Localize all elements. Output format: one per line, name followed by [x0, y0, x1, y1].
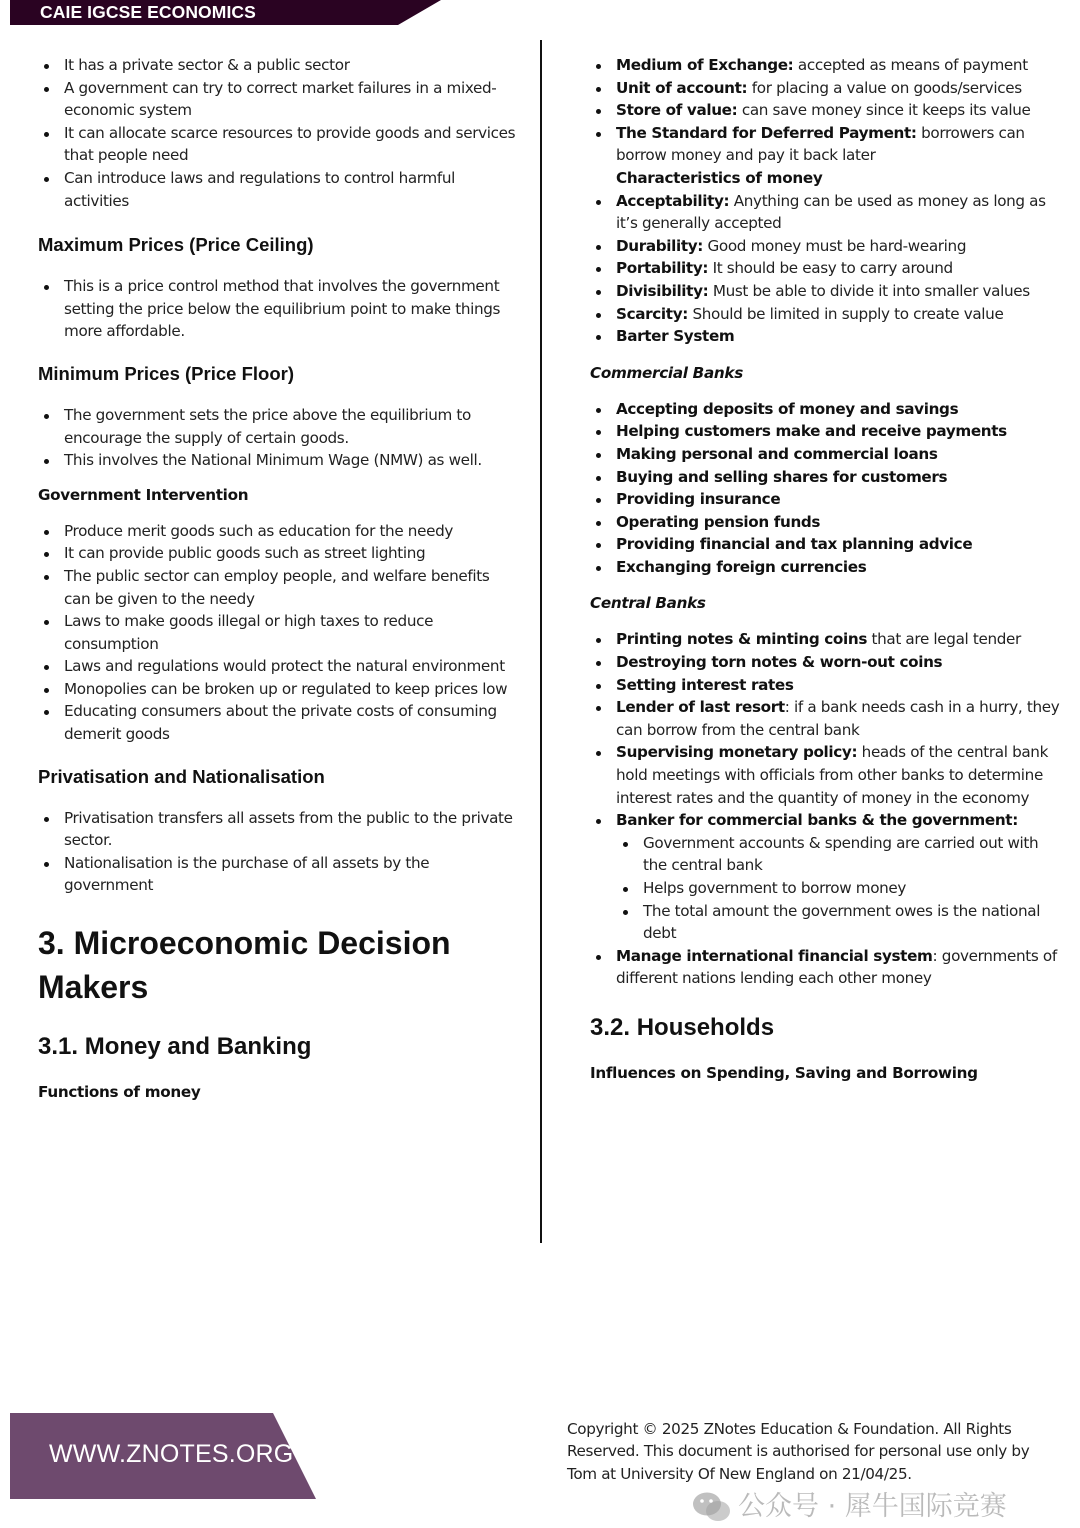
- min-prices-list: [38, 404, 518, 472]
- list-item: Nationalisation is the purchase of all assets by the government: [38, 852, 518, 897]
- website-link[interactable]: WWW.ZNOTES.ORG: [49, 1440, 294, 1468]
- heading-influences: Influences on Spending, Saving and Borrowing: [590, 1063, 978, 1082]
- list-item: Medium of Exchange: accepted as means of payment: [590, 54, 1060, 77]
- list-item: Laws and regulations would protect the natural environment: [38, 655, 518, 678]
- central-banks-list: [590, 628, 1060, 990]
- list-item: Portability: It should be easy to carry around: [590, 257, 1060, 280]
- list-item: This is a price control method that involves the government setting the price below the equilibrium point to make things more affordable.: [38, 275, 518, 343]
- list-item: Banker for commercial banks & the government:: [590, 809, 1060, 832]
- list-item: Privatisation transfers all assets from the public to the private sector.: [38, 807, 518, 852]
- characteristics-list: [590, 190, 1060, 348]
- list-item: Providing insurance: [590, 488, 1060, 511]
- list-item: Accepting deposits of money and savings: [590, 398, 1060, 421]
- heading-characteristics: Characteristics of money: [616, 168, 823, 187]
- list-item: Can introduce laws and regulations to control harmful activities: [38, 167, 518, 212]
- section-heading-money-banking: 3.1. Money and Banking: [38, 1033, 312, 1061]
- right-column: [590, 54, 1060, 1082]
- list-item: Divisibility: Must be able to divide it into smaller values: [590, 280, 1060, 303]
- list-item: Operating pension funds: [590, 511, 1060, 534]
- list-item: Lender of last resort: if a bank needs cash in a hurry, they can borrow from the central bank: [590, 696, 1060, 741]
- list-item: Acceptability: Anything can be used as money as long as it’s generally accepted: [590, 190, 1060, 235]
- list-item: Durability: Good money must be hard-wearing: [590, 235, 1060, 258]
- sub-list-item: Government accounts & spending are carried out with the central bank: [617, 832, 1060, 877]
- list-item: Manage international financial system: governments of different nations lending each other money: [590, 945, 1060, 990]
- list-item: This involves the National Minimum Wage (NMW) as well.: [38, 449, 518, 472]
- watermark: [692, 1490, 1007, 1524]
- list-item: Setting interest rates: [590, 674, 1060, 697]
- list-item: Barter System: [590, 325, 1060, 348]
- list-item: The Standard for Deferred Payment: borrowers can borrow money and pay it back later: [590, 122, 1060, 167]
- privatisation-list: [38, 807, 518, 897]
- list-item: Making personal and commercial loans: [590, 443, 1060, 466]
- column-divider: [540, 40, 542, 1243]
- list-item: Produce merit goods such as education for the needy: [38, 520, 518, 543]
- list-item: It can provide public goods such as street lighting: [38, 542, 518, 565]
- list-item: It can allocate scarce resources to provide goods and services that people need: [38, 122, 518, 167]
- list-item: Scarcity: Should be limited in supply to create value: [590, 303, 1060, 326]
- left-column: [38, 54, 518, 1101]
- document-title: CAIE IGCSE ECONOMICS: [40, 2, 256, 22]
- functions-list: [590, 54, 1060, 167]
- heading-functions-of-money: Functions of money: [38, 1083, 201, 1102]
- mixed-economy-list: [38, 54, 518, 212]
- sub-list-item: Helps government to borrow money: [617, 877, 1060, 900]
- list-item: Educating consumers about the private costs of consuming demerit goods: [38, 700, 518, 745]
- list-item: The government sets the price above the equilibrium to encourage the supply of certain goods.: [38, 404, 518, 449]
- gov-intervention-list: [38, 520, 518, 746]
- heading-max-prices: Maximum Prices (Price Ceiling): [38, 234, 314, 256]
- max-prices-list: [38, 275, 518, 343]
- heading-commercial-banks: Commercial Banks: [590, 363, 743, 382]
- list-item: Helping customers make and receive payments: [590, 420, 1060, 443]
- heading-gov-intervention: Government Intervention: [38, 485, 249, 504]
- copyright-notice: Copyright © 2025 ZNotes Education & Foundation. All Rights Reserved. This document is authorised for personal use only by Tom at University Of New England on 21/04/25.: [567, 1420, 1030, 1483]
- list-item: A government can try to correct market failures in a mixed-economic system: [38, 77, 518, 122]
- list-item: Printing notes & minting coins that are legal tender: [590, 628, 1060, 651]
- section-heading-households: 3.2. Households: [590, 1013, 775, 1041]
- wechat-icon: [692, 1490, 732, 1524]
- commercial-banks-list: [590, 398, 1060, 579]
- list-item: Exchanging foreign currencies: [590, 556, 1060, 579]
- list-item: The public sector can employ people, and welfare benefits can be given to the needy: [38, 565, 518, 610]
- list-item: It has a private sector & a public sector: [38, 54, 518, 77]
- list-item: Monopolies can be broken up or regulated to keep prices low: [38, 678, 518, 701]
- list-item: Supervising monetary policy: heads of the central bank hold meetings with officials from other banks to determine interest rates and the quantity of money in the economy: [590, 741, 1060, 809]
- list-item: Buying and selling shares for customers: [590, 466, 1060, 489]
- list-item: Destroying torn notes & worn-out coins: [590, 651, 1060, 674]
- sub-list-item: The total amount the government owes is the national debt: [617, 900, 1060, 945]
- heading-privatisation: Privatisation and Nationalisation: [38, 765, 325, 787]
- list-item: Providing financial and tax planning advice: [590, 533, 1060, 556]
- list-item: Laws to make goods illegal or high taxes to reduce consumption: [38, 610, 518, 655]
- heading-min-prices: Minimum Prices (Price Floor): [38, 362, 294, 384]
- heading-central-banks: Central Banks: [590, 594, 706, 613]
- chapter-heading: 3. Microeconomic Decision Makers: [38, 925, 451, 1006]
- list-item: Store of value: can save money since it keeps its value: [590, 99, 1060, 122]
- watermark-text: 公众号 · 犀牛国际竞赛: [738, 1491, 1007, 1522]
- list-item: Unit of account: for placing a value on goods/services: [590, 77, 1060, 100]
